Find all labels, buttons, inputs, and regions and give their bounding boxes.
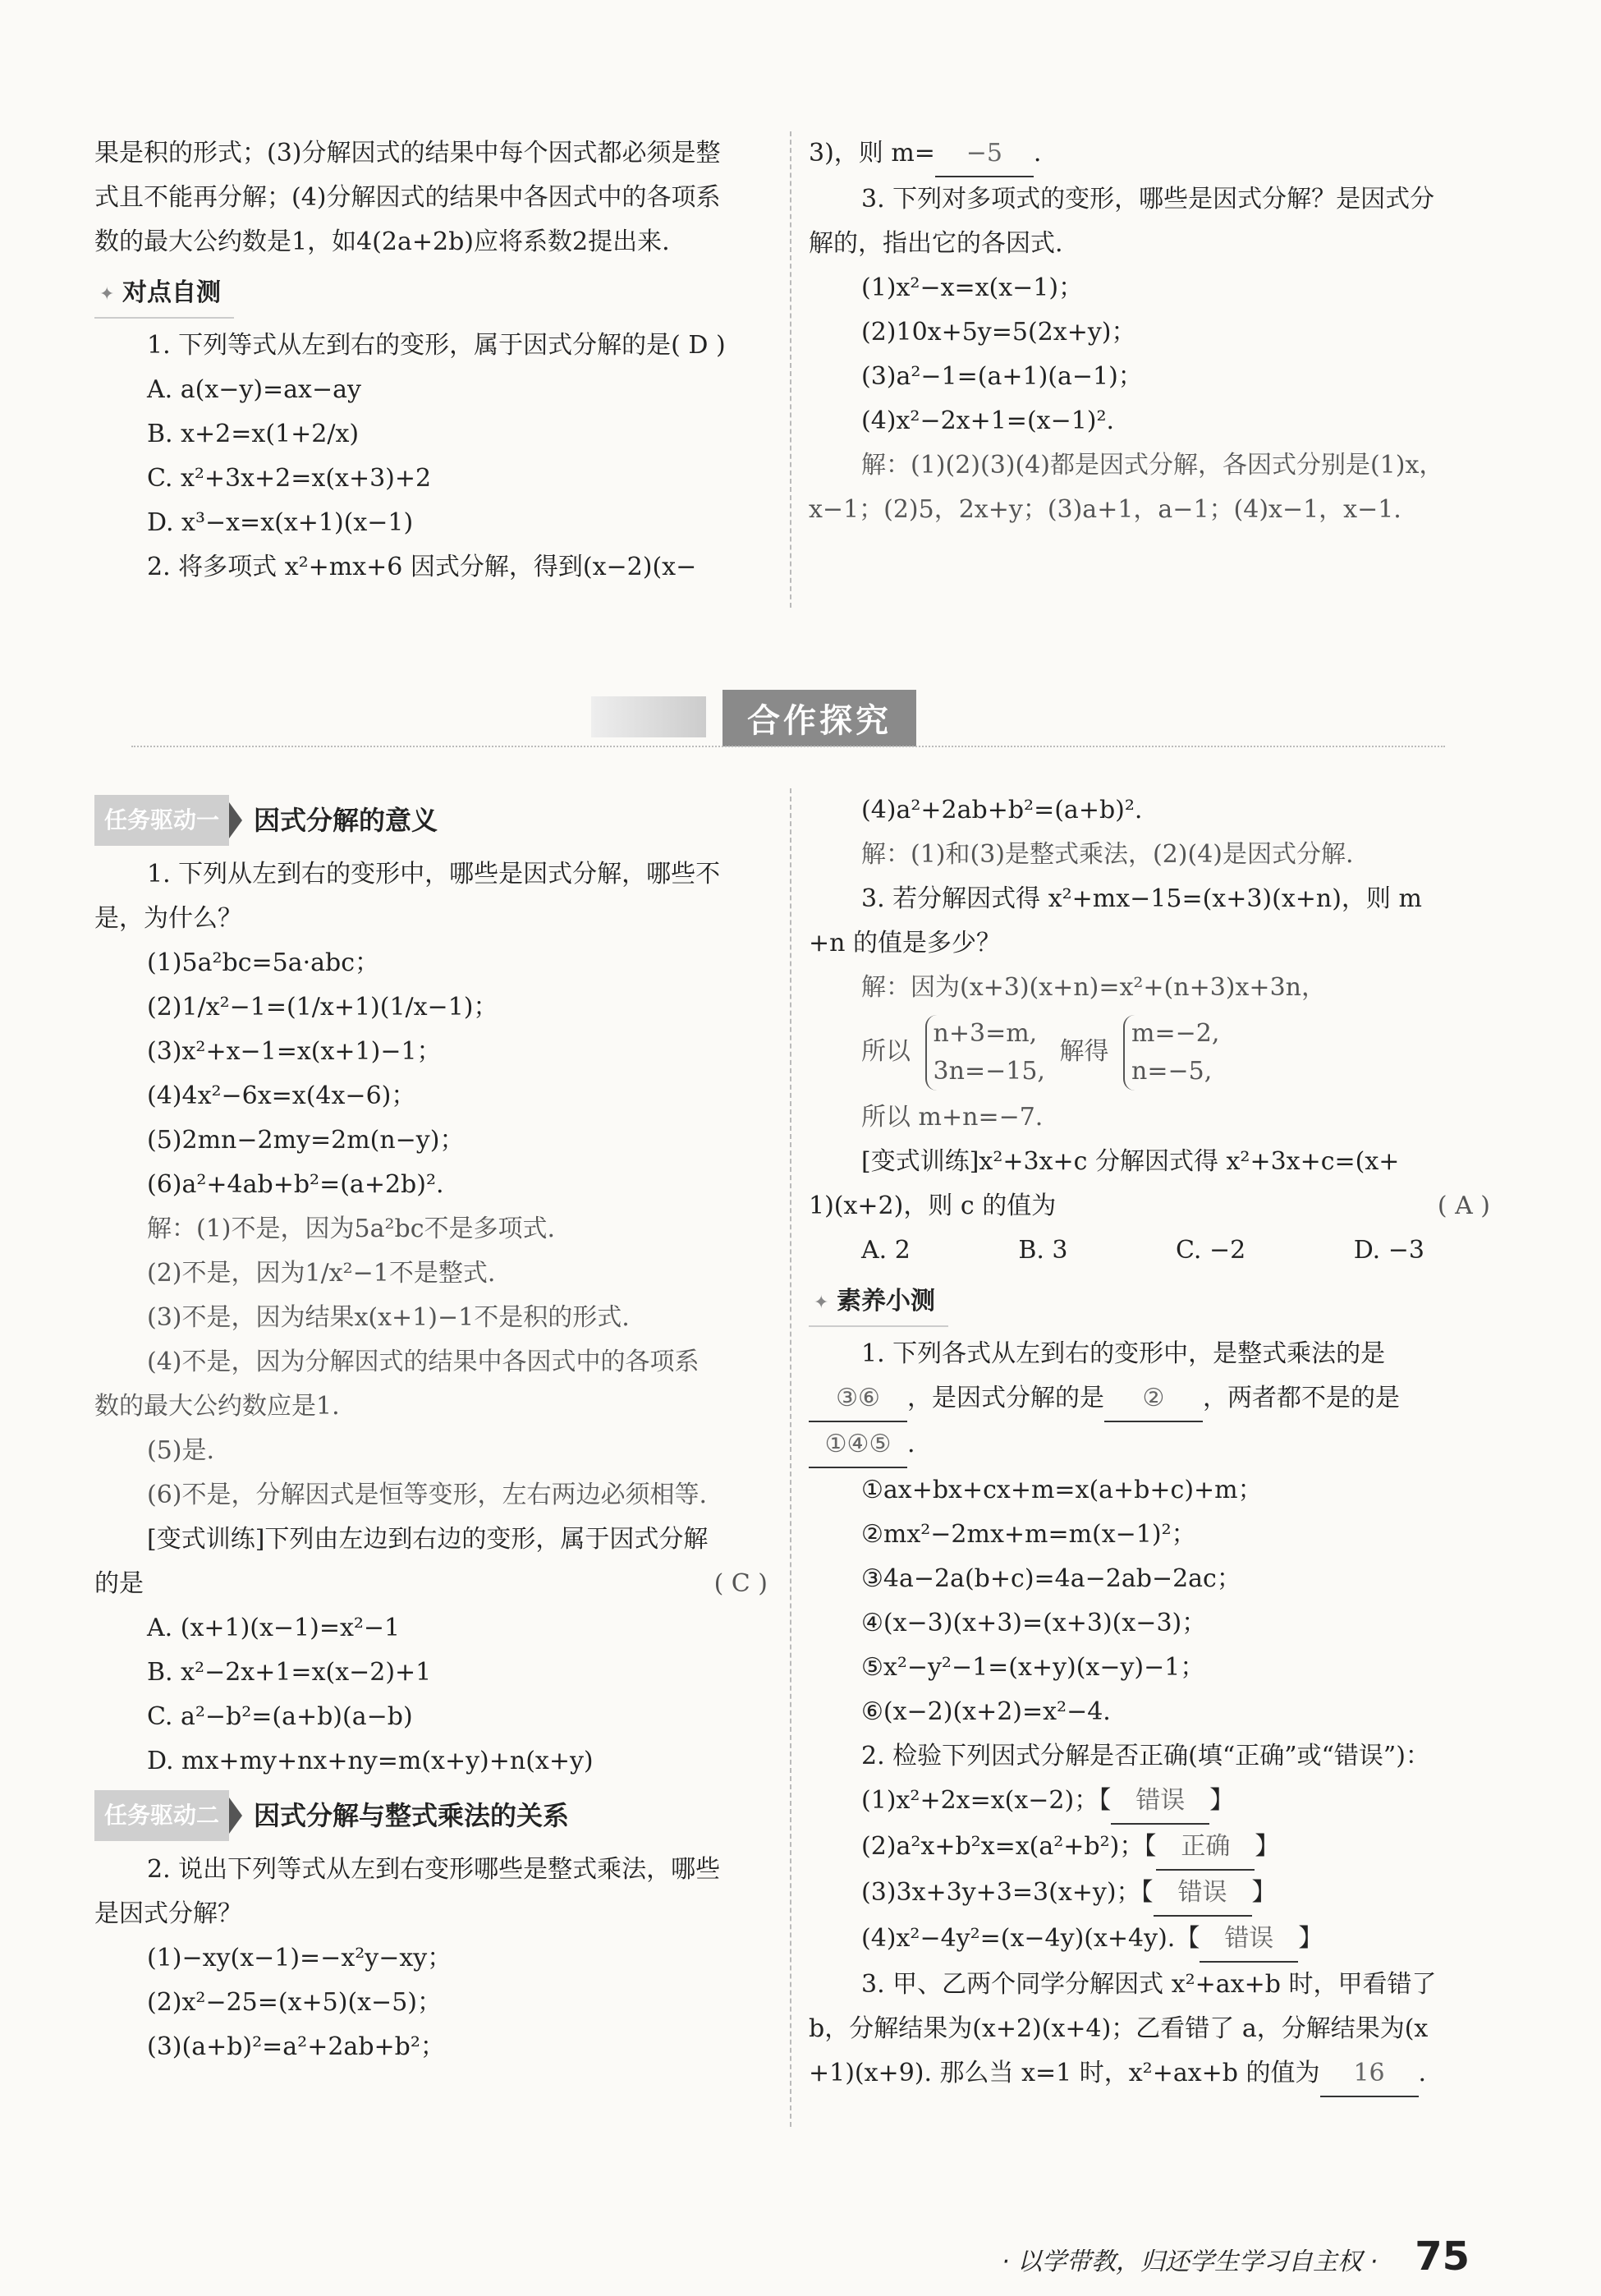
text-line: 式且不能再分解；(4)分解因式的结果中各因式中的各项系 <box>94 183 721 212</box>
options-row <box>809 1228 1490 1273</box>
answer-blank: 16 <box>1320 2051 1419 2097</box>
choice-answer: ( A ) <box>1437 1192 1490 1220</box>
answer-blank: ② <box>1104 1376 1203 1422</box>
column-divider <box>790 788 791 2127</box>
task-label: 任务驱动二 <box>94 1790 229 1841</box>
solution: (4)不是，因为分解因式的结果中各因式中的各项系 <box>147 1348 700 1376</box>
solution: (5)是. <box>147 1436 215 1465</box>
question: 2. 将多项式 x²+mx+6 因式分解，得到(x−2)(x− <box>147 553 697 581</box>
item: (5)2mn−2my=2m(n−y)； <box>147 1126 465 1155</box>
question: 3. 下列对多项式的变形，哪些是因式分解？是因式分 <box>861 185 1435 214</box>
solution: 解：因为(x+3)(x+n)=x²+(n+3)x+3n， <box>861 973 1326 1002</box>
item: (3)x²+x−1=x(x+1)−1； <box>147 1037 442 1066</box>
task-label: 任务驱动一 <box>94 795 229 846</box>
option: C. a²−b²=(a+b)(a−b) <box>147 1702 413 1731</box>
variant-question: [变式训练]下列由左边到右边的变形，属于因式分解 <box>147 1525 709 1554</box>
item: (1)5a²bc=5a·abc； <box>147 948 380 977</box>
item: ②mx²−2mx+m=m(x−1)²； <box>861 1520 1196 1549</box>
item: (3)3x+3y+3=3(x+y)；【 错误 】 <box>809 1871 1490 1917</box>
solution: x−1；(2)5，2x+y；(3)a+1，a−1；(4)x−1，x−1. <box>809 495 1401 524</box>
question: 1. 下列从左到右的变形中，哪些是因式分解，哪些不 <box>147 860 721 889</box>
solution: 解：(1)不是，因为5a²bc不是多项式. <box>147 1215 556 1243</box>
text-line: ③⑥ ，是因式分解的是 ② ，两者都不是的是 <box>809 1376 1490 1422</box>
text-line: ①④⑤ . <box>809 1422 1490 1468</box>
answer-blank: 错误 <box>1154 1871 1252 1917</box>
item: (4)4x²−6x=x(4x−6)； <box>147 1081 416 1110</box>
question: 3. 若分解因式得 x²+mx−15=(x+3)(x+n)，则 m <box>861 884 1422 913</box>
item: (3)(a+b)²=a²+2ab+b²； <box>147 2032 445 2061</box>
top-left-column <box>94 131 768 590</box>
item: (2)1/x²−1=(1/x+1)(1/x−1)； <box>147 993 498 1022</box>
text-line: 解的，指出它的各因式. <box>809 229 1063 258</box>
item: ⑥(x−2)(x+2)=x²−4. <box>861 1697 1111 1726</box>
text-line: 果是积的形式；(3)分解因式的结果中每个因式都必须是整 <box>94 139 721 168</box>
lower-left-column <box>94 788 768 2069</box>
equation-system: m=−2, n=−5, <box>1123 1015 1219 1091</box>
solution: 数的最大公约数应是1. <box>94 1392 340 1421</box>
solution: 所以 m+n=−7. <box>861 1103 1044 1132</box>
answer-blank: ①④⑤ <box>809 1422 907 1468</box>
question: 3. 甲、乙两个同学分解因式 x²+ax+b 时，甲看错了 <box>861 1970 1437 1999</box>
banner-title: 合作探究 <box>723 690 916 746</box>
solution: (2)不是，因为1/x²−1不是整式. <box>147 1259 496 1288</box>
option: C. x²+3x+2=x(x+3)+2 <box>147 464 432 493</box>
banner-line <box>131 746 1445 747</box>
option: B. 3 <box>1018 1236 1068 1265</box>
option: C. −2 <box>1176 1236 1246 1265</box>
text-line: 是因式分解？ <box>94 1899 242 1928</box>
item: (6)a²+4ab+b²=(a+2b)². <box>147 1170 444 1199</box>
question: 1. 下列各式从左到右的变形中，是整式乘法的是 <box>861 1339 1386 1368</box>
banner-decoration <box>591 696 706 737</box>
item: (4)a²+2ab+b²=(a+b)². <box>861 796 1143 824</box>
text-line: 的是 ( C ) <box>94 1562 768 1606</box>
task-title: 因式分解的意义 <box>254 805 438 836</box>
choice-answer: ( C ) <box>713 1569 768 1598</box>
item: (3)a²−1=(a+1)(a−1)； <box>861 362 1143 391</box>
item: (4)x²−2x+1=(x−1)². <box>861 406 1115 435</box>
lower-right-column <box>809 788 1490 2097</box>
text-line: +1)(x+9). 那么当 x=1 时，x²+ax+b 的值为 16 . <box>809 2051 1490 2097</box>
answer-blank: −5 <box>935 131 1034 177</box>
item: (4)x²−4y²=(x−4y)(x+4y).【 错误 】 <box>809 1917 1490 1963</box>
text-line: 1)(x+2)，则 c 的值为 ( A ) <box>809 1184 1490 1228</box>
option: D. mx+my+nx+ny=m(x+y)+n(x+y) <box>147 1747 594 1775</box>
task-title: 因式分解与整式乘法的关系 <box>254 1800 570 1831</box>
item: (2)10x+5y=5(2x+y)； <box>861 318 1136 347</box>
item: (1)x²−x=x(x−1)； <box>861 273 1084 302</box>
option: B. x+2=x(1+2/x) <box>147 420 360 448</box>
option: A. a(x−y)=ax−ay <box>147 375 361 404</box>
question: 2. 检验下列因式分解是否正确(填“正确”或“错误”)： <box>861 1742 1430 1770</box>
solution: (6)不是，分解因式是恒等变形，左右两边必须相等. <box>147 1481 708 1509</box>
text-line: b，分解结果为(x+2)(x+4)；乙看错了 a，分解结果为(x <box>809 2014 1429 2043</box>
column-divider <box>790 131 791 608</box>
answer-blank: ③⑥ <box>809 1376 907 1422</box>
footer-slogan: · 以学带教，归还学生学习自主权 · <box>1001 2248 1379 2276</box>
arrow-icon <box>229 1798 242 1834</box>
item: (1)−xy(x−1)=−x²y−xy； <box>147 1944 452 1972</box>
text-line: 是，为什么？ <box>94 904 242 933</box>
section-tag: ✦ 素养小测 <box>809 1278 948 1327</box>
task-header <box>94 1790 768 1841</box>
option: A. 2 <box>861 1236 911 1265</box>
answer-blank: 错误 <box>1200 1917 1298 1963</box>
item: ①ax+bx+cx+m=x(a+b+c)+m； <box>861 1476 1263 1504</box>
text-line: +n 的值是多少？ <box>809 929 1001 957</box>
item: ③4a−2a(b+c)=4a−2ab−2ac； <box>861 1564 1241 1593</box>
top-right-column <box>809 131 1490 532</box>
solution: 解：(1)和(3)是整式乘法，(2)(4)是因式分解. <box>861 840 1354 869</box>
item: (1)x²+2x=x(x−2)；【 错误 】 <box>809 1779 1490 1825</box>
section-tag: ✦ 对点自测 <box>94 269 234 319</box>
section-banner <box>131 682 1445 747</box>
option: D. x³−x=x(x+1)(x−1) <box>147 508 414 537</box>
question: 2. 说出下列等式从左到右变形哪些是整式乘法，哪些 <box>147 1855 721 1884</box>
page-footer <box>1002 2234 1470 2280</box>
variant-question: [变式训练]x²+3x+c 分解因式得 x²+3x+c=(x+ <box>861 1147 1400 1176</box>
solution-system: 所以 n+3=m, 3n=−15, 解得 m=−2, n=−5, <box>809 1015 1490 1091</box>
question: 1. 下列等式从左到右的变形，属于因式分解的是( D ) <box>147 331 726 360</box>
answer-blank: 正确 <box>1156 1825 1255 1871</box>
task-header <box>94 795 768 846</box>
equation-system: n+3=m, 3n=−15, <box>925 1015 1045 1091</box>
item: ⑤x²−y²−1=(x+y)(x−y)−1； <box>861 1653 1205 1682</box>
arrow-icon <box>229 802 242 838</box>
answer-blank: 错误 <box>1111 1779 1209 1825</box>
option: D. −3 <box>1353 1236 1424 1265</box>
option: B. x²−2x+1=x(x−2)+1 <box>147 1658 432 1687</box>
text-line: 3)，则 m= −5 . <box>809 131 1490 177</box>
solution: 解：(1)(2)(3)(4)都是因式分解，各因式分别是(1)x， <box>861 451 1444 480</box>
text-line: 数的最大公约数是1，如4(2a+2b)应将系数2提出来. <box>94 227 670 256</box>
item: ④(x−3)(x+3)=(x+3)(x−3)； <box>861 1609 1207 1637</box>
option: A. (x+1)(x−1)=x²−1 <box>147 1614 401 1642</box>
solution: (3)不是，因为结果x(x+1)−1不是积的形式. <box>147 1303 630 1332</box>
item: (2)x²−25=(x+5)(x−5)； <box>147 1988 442 2017</box>
page-number: 75 <box>1415 2234 1470 2280</box>
item: (2)a²x+b²x=x(a²+b²)；【 正确 】 <box>809 1825 1490 1871</box>
